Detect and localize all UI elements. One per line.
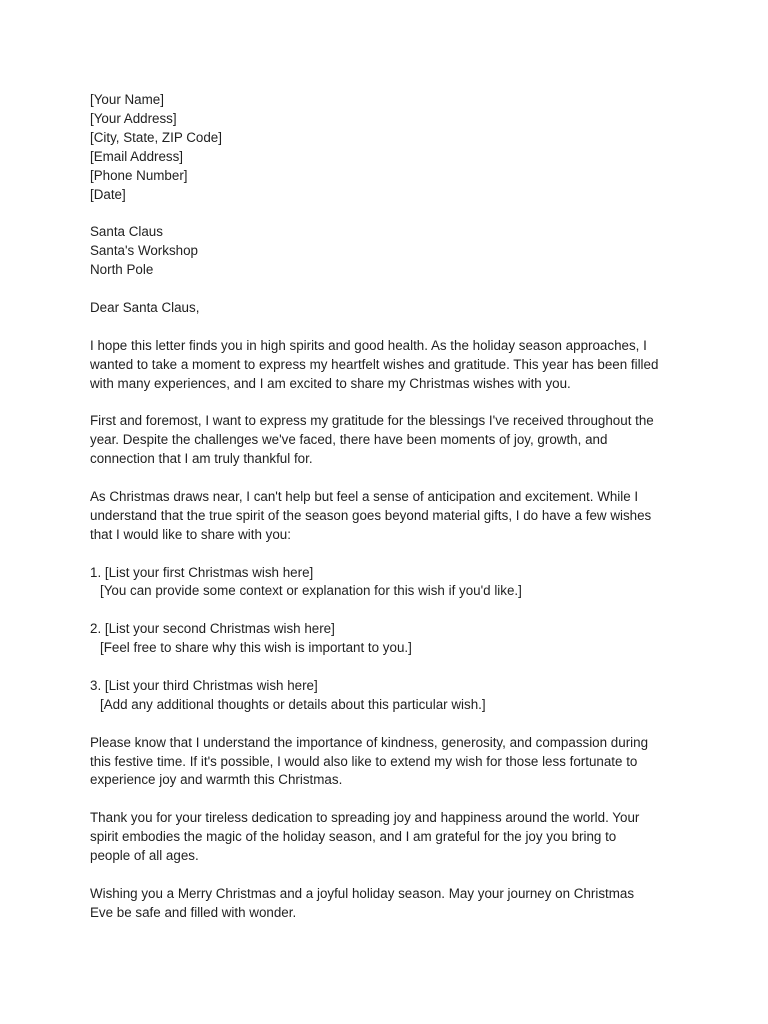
- paragraph-line: with many experiences, and I am excited to share my Christmas wishes with you.: [90, 375, 571, 391]
- list-item: [90, 564, 690, 602]
- list-item: [90, 677, 690, 715]
- wish-title: 2. [List your second Christmas wish here]: [90, 621, 335, 637]
- sender-city-state-zip: [City, State, ZIP Code]: [90, 129, 222, 145]
- paragraph-line: Please know that I understand the importance of kindness, generosity, and compassion during: [90, 734, 649, 750]
- letter-date: [Date]: [90, 186, 126, 202]
- salutation: [90, 299, 690, 318]
- list-item: [90, 620, 690, 658]
- recipient-address-block: [90, 223, 690, 280]
- salutation-text: Dear Santa Claus,: [90, 299, 200, 315]
- paragraph-line: this festive time. If it's possible, I would also like to extend my wish for those less fortunate to: [90, 753, 638, 769]
- sender-phone: [Phone Number]: [90, 167, 188, 183]
- letter-page: [90, 91, 690, 942]
- paragraph-thanks: [90, 809, 690, 866]
- paragraph-anticipation: [90, 488, 690, 545]
- recipient-location: North Pole: [90, 262, 154, 278]
- sender-address: [Your Address]: [90, 110, 177, 126]
- paragraph-line: connection that I am truly thankful for.: [90, 451, 313, 467]
- paragraph-line: Eve be safe and filled with wonder.: [90, 904, 297, 920]
- paragraph-line: that I would like to share with you:: [90, 526, 291, 542]
- paragraph-gratitude: [90, 412, 690, 469]
- paragraph-kindness: [90, 734, 690, 791]
- paragraph-line: experience joy and warmth this Christmas.: [90, 772, 343, 788]
- paragraph-line: year. Despite the challenges we've faced, there have been moments of joy, growth, and: [90, 432, 608, 448]
- paragraph-line: Thank you for your tireless dedication to spreading joy and happiness around the world. Your: [90, 810, 640, 826]
- paragraph-line: spirit embodies the magic of the holiday season, and I am grateful for the joy you bring to: [90, 829, 617, 845]
- recipient-name: Santa Claus: [90, 224, 163, 240]
- paragraph-line: First and foremost, I want to express my gratitude for the blessings I've received throughout the: [90, 413, 654, 429]
- wish-note: [Feel free to share why this wish is important to you.]: [100, 640, 412, 656]
- paragraph-line: wanted to take a moment to express my heartfelt wishes and gratitude. This year has been filled: [90, 356, 659, 372]
- paragraph-line: As Christmas draws near, I can't help but feel a sense of anticipation and excitement. While I: [90, 488, 639, 504]
- paragraph-line: Wishing you a Merry Christmas and a joyful holiday season. May your journey on Christmas: [90, 885, 635, 901]
- sender-name: [Your Name]: [90, 92, 164, 107]
- sender-email: [Email Address]: [90, 148, 184, 164]
- recipient-organization: Santa's Workshop: [90, 243, 199, 259]
- paragraph-line: people of all ages.: [90, 848, 199, 864]
- wish-note: [You can provide some context or explanation for this wish if you'd like.]: [100, 583, 522, 599]
- paragraph-line: I hope this letter finds you in high spirits and good health. As the holiday season approaches, I: [90, 337, 647, 353]
- paragraph-closing-wishes: [90, 885, 690, 923]
- paragraph-intro: [90, 337, 690, 394]
- wish-note: [Add any additional thoughts or details about this particular wish.]: [100, 696, 486, 712]
- wish-title: 3. [List your third Christmas wish here]: [90, 677, 318, 693]
- wish-title: 1. [List your first Christmas wish here]: [90, 564, 314, 580]
- sender-address-block: [90, 91, 690, 204]
- paragraph-line: understand that the true spirit of the season goes beyond material gifts, I do have a few wishes: [90, 507, 652, 523]
- wish-list: [90, 564, 690, 715]
